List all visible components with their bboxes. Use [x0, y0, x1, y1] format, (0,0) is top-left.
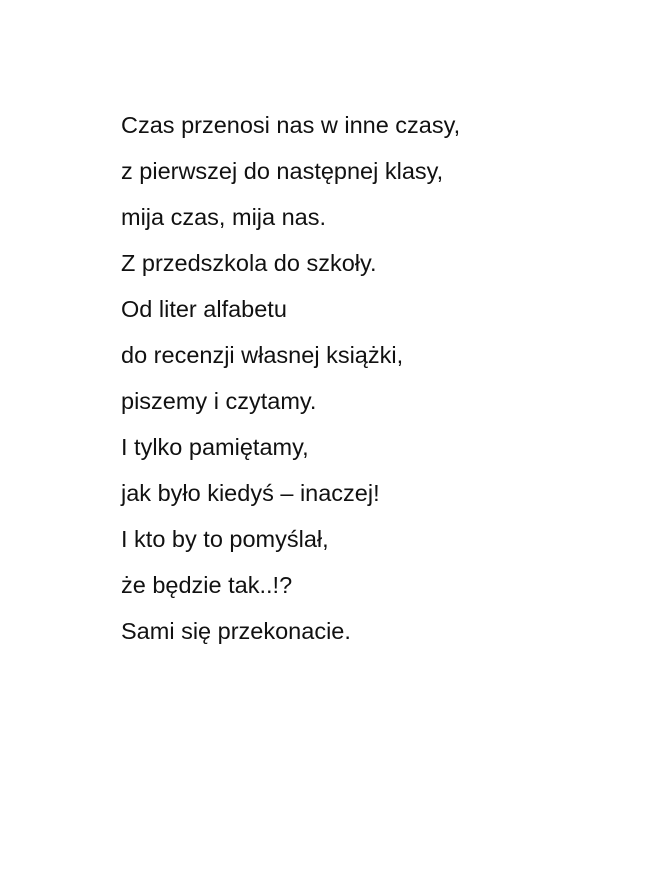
poem-line: że będzie tak..!? — [121, 572, 293, 598]
poem-line: Z przedszkola do szkoły. — [121, 250, 377, 276]
poem-line: z pierwszej do następnej klasy, — [121, 158, 444, 184]
poem-line: piszemy i czytamy. — [121, 388, 317, 414]
poem-line: jak było kiedyś – inaczej! — [121, 480, 380, 506]
poem-line: mija czas, mija nas. — [121, 204, 327, 230]
poem-line: do recenzji własnej książki, — [121, 342, 404, 368]
poem-line: I tylko pamiętamy, — [121, 434, 309, 460]
poem-text — [121, 102, 460, 654]
poem-line: I kto by to pomyślał, — [121, 526, 329, 552]
poem-line: Od liter alfabetu — [121, 296, 287, 322]
poem-line: Sami się przekonacie. — [121, 618, 351, 644]
poem-line: Czas przenosi nas w inne czasy, — [121, 112, 461, 138]
